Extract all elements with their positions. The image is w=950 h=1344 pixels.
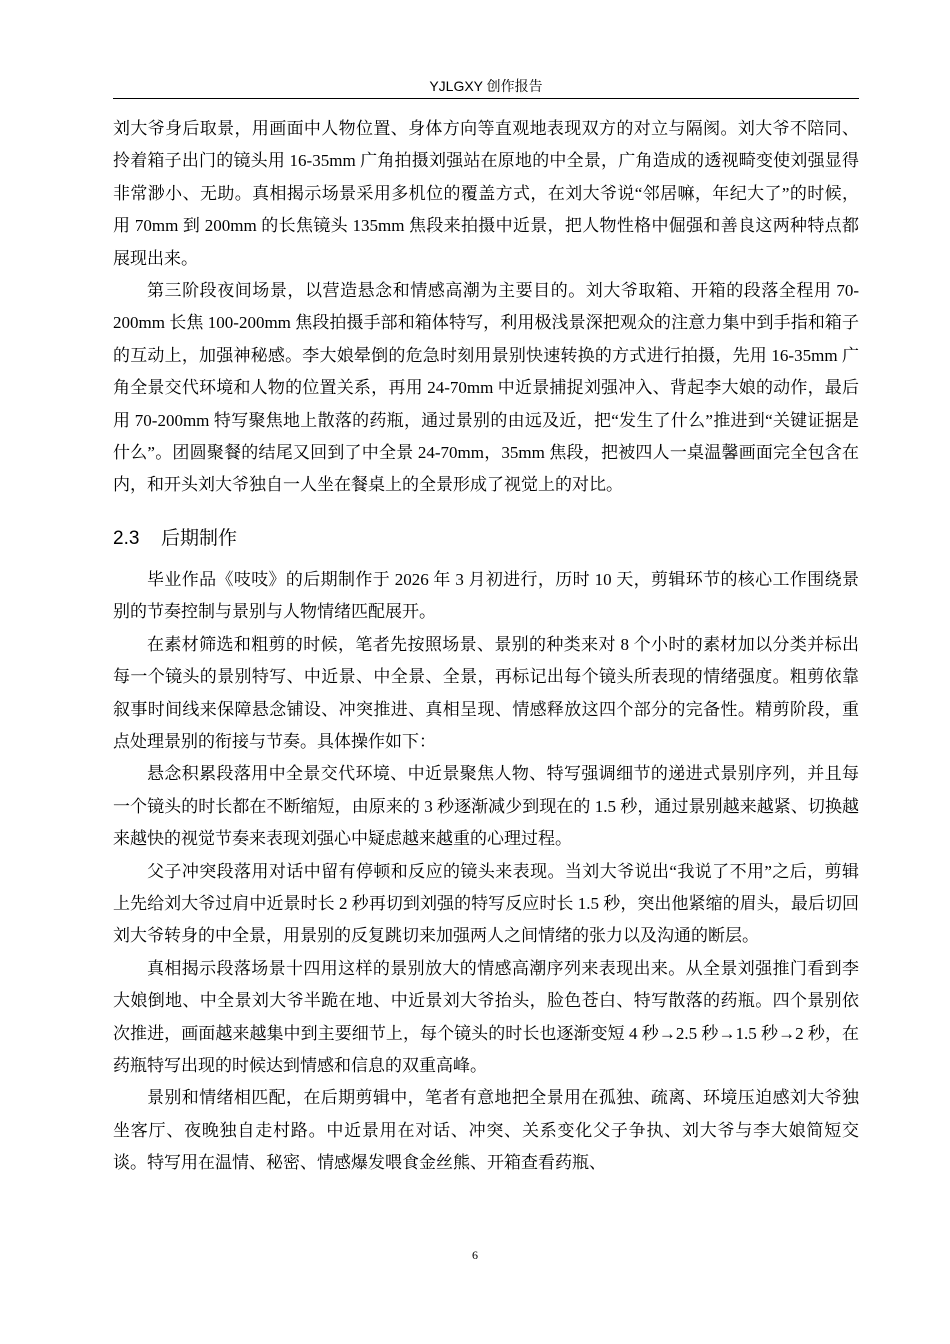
paragraph-2: 第三阶段夜间场景，以营造悬念和情感高潮为主要目的。刘大爷取箱、开箱的段落全程用 70-200mm 长焦 100-200mm 焦段拍摄手部和箱体特写，利用极浅景深把观众的注意力集中到手指和箱子的互动上，加强神秘感。李大娘晕倒的危急时刻用景别快速转换的方式进行拍摄，先用 16-35mm 广角全景交代环境和人物的位置关系，再用 24-70mm 中近景捕捉刘强冲入、背起李大娘的动作，最后用 70-200mm 特写聚焦地上散落的药瓶，通过景别的由远及近，把“发生了什么”推进到“关键证据是什么”。团圆聚餐的结尾又回到了中全景 24-70mm，35mm 焦段，把被四人一桌温馨画面完全包含在内，和开头刘大爷独自一人坐在餐桌上的全景形成了视觉上的对比。 — [113, 281, 859, 495]
paragraph-6: 父子冲突段落用对话中留有停顿和反应的镜头来表现。当刘大爷说出“我说了不用”之后，剪辑上先给刘大爷过肩中近景时长 2 秒再切到刘强的特写反应时长 1.5 秒，突出他紧缩的眉头，最后切回刘大爷转身的中全景，用景别的反复跳切来加强两人之间情绪的张力以及沟通的断层。 — [113, 861, 859, 946]
paragraph-5: 悬念积累段落用中全景交代环境、中近景聚焦人物、特写强调细节的递进式景别序列，并且每一个镜头的时长都在不断缩短，由原来的 3 秒逐渐减少到现在的 1.5 秒，通过景别越来越紧、切换越来越快的视觉节奏来表现刘强心中疑虑越来越重的心理过程。 — [113, 764, 859, 849]
paragraph-7: 真相揭示段落场景十四用这样的景别放大的情感高潮序列来表现出来。从全景刘强推门看到李大娘倒地、中全景刘大爷半跪在地、中近景刘大爷抬头，脸色苍白、特写散落的药瓶。四个景别依次推进，画面越来越集中到主要细节上，每个镜头的时长也逐渐变短 4 秒→2.5 秒→1.5 秒→2 秒，在药瓶特写出现的时候达到情感和信息的双重高峰。 — [113, 958, 859, 1075]
running-header: YJLGXY 创作报告 — [429, 78, 543, 94]
paragraph-8: 景别和情绪相匹配，在后期剪辑中，笔者有意地把全景用在孤独、疏离、环境压迫感刘大爷独坐客厅、夜晚独自走村路。中近景用在对话、冲突、关系变化父子争执、刘大爷与李大娘简短交谈。特写用在温情、秘密、情感爆发喂食金丝熊、开箱查看药瓶、 — [113, 1088, 859, 1173]
page-number: 6 — [472, 1248, 478, 1262]
paragraph-1: 刘大爷身后取景，用画面中人物位置、身体方向等直观地表现双方的对立与隔阂。刘大爷不陪同、拎着箱子出门的镜头用 16-35mm 广角拍摄刘强站在原地的中全景，广角造成的透视畸变使刘强显得非常渺小、无助。真相揭示场景采用多机位的覆盖方式，在刘大爷说“邻居嘛，年纪大了”的时候，用 70mm 到 200mm 的长焦镜头 135mm 焦段来拍摄中近景，把人物性格中倔强和善良这两种特点都展现出来。 — [113, 119, 859, 268]
section-title: 后期制作 — [161, 527, 238, 549]
paragraph-3: 毕业作品《吱吱》的后期制作于 2026 年 3 月初进行，历时 10 天，剪辑环节的核心工作围绕景别的节奏控制与景别与人物情绪匹配展开。 — [113, 569, 859, 622]
section-number: 2.3 — [113, 527, 140, 549]
body-text — [113, 113, 859, 1180]
paragraph-4: 在素材筛选和粗剪的时候，笔者先按照场景、景别的种类来对 8 个小时的素材加以分类并标出每一个镜头的景别特写、中近景、中全景、全景，再标记出每个镜头所表现的情绪强度。粗剪依靠叙事时间线来保障悬念铺设、冲突推进、真相呈现、情感释放这四个部分的完备性。精剪阶段，重点处理景别的衔接与节奏。具体操作如下： — [113, 634, 859, 751]
header-rule — [113, 98, 859, 99]
section-heading — [113, 524, 859, 554]
